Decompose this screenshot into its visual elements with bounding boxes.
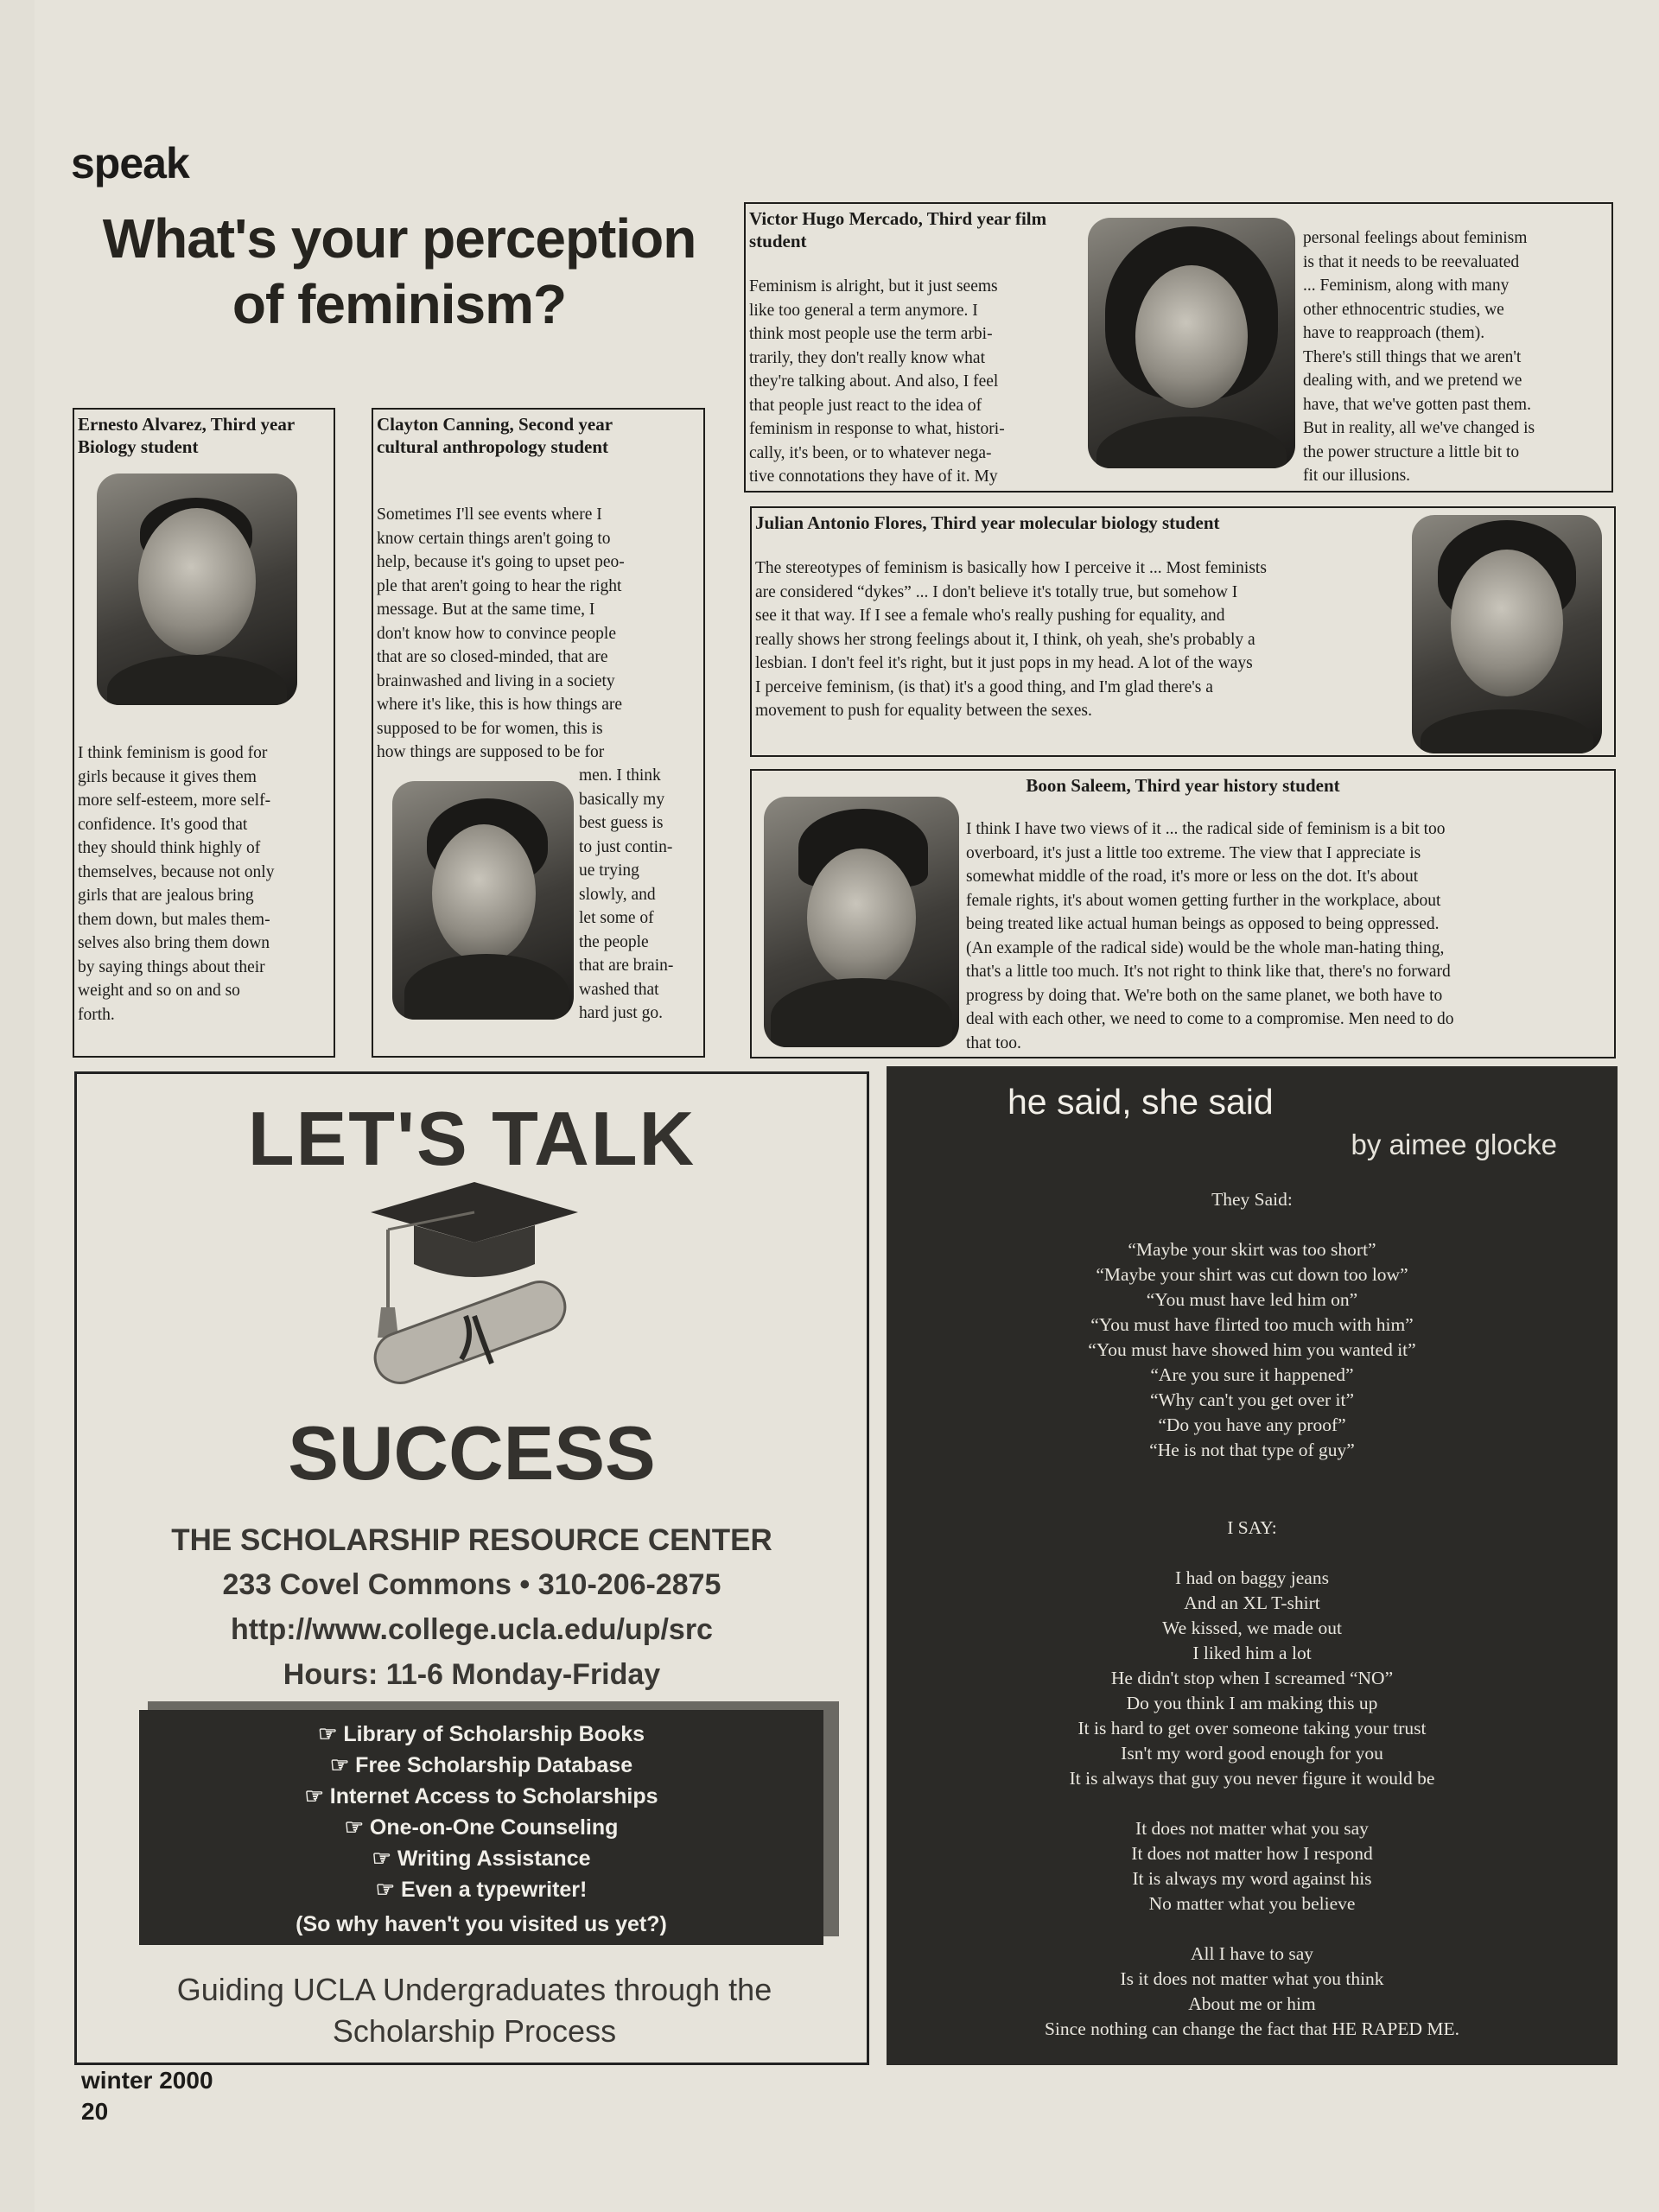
quote-line: they should think highly of xyxy=(78,839,261,857)
respondent-photo xyxy=(392,781,574,1020)
ad-feature-item: ☞ Even a typewriter! xyxy=(375,1878,588,1902)
respondent-photo xyxy=(764,797,959,1047)
respondent-quote xyxy=(377,503,702,765)
respondent-box-victor xyxy=(744,202,1613,493)
quote-line: tive connotations they have of it. My xyxy=(749,467,998,486)
poem-line xyxy=(887,1541,1618,1566)
poem-line: He didn't stop when I screamed “NO” xyxy=(1110,1668,1394,1688)
quote-line: know certain things aren't going to xyxy=(377,529,611,548)
poem-line: About me or him xyxy=(1188,1993,1316,2014)
respondent-box-boon xyxy=(750,769,1616,1058)
quote-line: basically my xyxy=(579,790,665,809)
quote-line: the people xyxy=(579,932,649,951)
quote-line: men. I think xyxy=(579,766,661,785)
quote-line: But in reality, all we've changed is xyxy=(1303,419,1535,437)
quote-line: that people just react to the idea of xyxy=(749,396,982,415)
quote-line: weight and so on and so xyxy=(78,982,240,1000)
quote-line: let some of xyxy=(579,909,654,927)
quote-line: somewhat middle of the road, it's more or less on the dot. It's about xyxy=(966,868,1419,886)
quote-line: themselves, because not only xyxy=(78,862,275,881)
ad-features-list xyxy=(139,1719,823,1905)
quote-line: girls that are jealous bring xyxy=(78,887,254,905)
poem-line: It is hard to get over someone taking your trust xyxy=(1077,1718,1427,1738)
footer-issue: winter 2000 xyxy=(81,2067,213,2094)
quote-line: female rights, it's about women getting further in the workplace, about xyxy=(966,891,1441,910)
poem-title: he said, she said xyxy=(1007,1082,1274,1122)
quote-line: deal with each other, we need to come to a compromise. Men need to do xyxy=(966,1010,1454,1028)
quote-line: they're talking about. And also, I feel xyxy=(749,372,999,391)
quote-line: selves also bring them down xyxy=(78,934,270,952)
poem-line: I had on baggy jeans xyxy=(1175,1567,1329,1588)
quote-line: (An example of the radical side) would be the whole man-hating thing, xyxy=(966,938,1445,957)
poem-line: It is always my word against his xyxy=(1132,1868,1372,1889)
quote-line: fit our illusions. xyxy=(1303,467,1411,485)
section-label: speak xyxy=(71,139,189,188)
quote-line: them down, but males them- xyxy=(78,910,270,929)
poem-line: It is always that guy you never figure it would be xyxy=(1069,1768,1435,1789)
respondent-photo xyxy=(97,474,297,705)
quote-line: that are so closed-minded, that are xyxy=(377,648,608,666)
quote-line: have, that we've gotten past them. xyxy=(1303,395,1531,414)
quote-line: ... Feminism, along with many xyxy=(1303,276,1510,295)
quote-line: see it that way. If I see a female who's really pushing for equality, and xyxy=(755,607,1225,625)
poem-line: Is it does not matter what you think xyxy=(1120,1968,1384,1989)
quote-line: cally, it's been, or to whatever nega- xyxy=(749,443,992,462)
scholarship-ad xyxy=(74,1071,869,2065)
poem-line: Do you think I am making this up xyxy=(1126,1693,1378,1713)
ad-tagline: Guiding UCLA Undergraduates through the Scholarship Process xyxy=(176,1972,772,2049)
quote-line: overboard, it's just a little too extreme. The view that I appreciate is xyxy=(966,843,1421,862)
quote-line: progress by doing that. We're both on the same planet, we both have to xyxy=(966,986,1443,1005)
respondent-quote-continued xyxy=(1303,226,1605,488)
quote-line: to just contin- xyxy=(579,837,673,856)
poem-line: Isn't my word good enough for you xyxy=(1121,1743,1383,1764)
poem-stanza xyxy=(887,1516,1618,2042)
quote-line: I perceive feminism, (is that) it's a good thing, and I'm glad there's a xyxy=(755,677,1213,696)
ad-url[interactable]: http://www.college.ucla.edu/up/src xyxy=(231,1613,713,1646)
quote-line: are considered “dykes” ... I don't believe it's totally true, but somehow I xyxy=(755,582,1238,601)
poem-line: All I have to say xyxy=(1190,1943,1314,1964)
quote-line: by saying things about their xyxy=(78,957,265,976)
ad-hours: Hours: 11-6 Monday-Friday xyxy=(283,1658,661,1691)
poem-line: Since nothing can change the fact that HE RAPED ME. xyxy=(1044,2018,1460,2039)
quote-line: There's still things that we aren't xyxy=(1303,347,1522,366)
quote-line: that too. xyxy=(966,1033,1021,1052)
quote-line: trarily, they don't really know what xyxy=(749,348,986,367)
poem-byline: by aimee glocke xyxy=(1351,1128,1557,1160)
poem-line: They Said: xyxy=(1211,1189,1293,1210)
quote-line: feminism in response to what, histori- xyxy=(749,420,1005,438)
quote-line: forth. xyxy=(78,1005,115,1024)
poem-line: “You must have led him on” xyxy=(1146,1289,1358,1310)
poem-line: We kissed, we made out xyxy=(1162,1618,1342,1638)
quote-line: ue trying xyxy=(579,861,639,880)
poem-stanza xyxy=(887,1187,1618,1463)
quote-line: dealing with, and we pretend we xyxy=(1303,372,1522,390)
respondent-name: Ernesto Alvarez, Third year Biology student xyxy=(78,414,295,457)
respondent-box-clayton xyxy=(372,408,705,1058)
quote-line: slowly, and xyxy=(579,885,656,904)
quote-line: other ethnocentric studies, we xyxy=(1303,300,1504,319)
quote-line: movement to push for equality between the sexes. xyxy=(755,702,1092,720)
respondent-name: Clayton Canning, Second year cultural anthropology student xyxy=(377,414,613,457)
respondent-quote xyxy=(749,275,1077,489)
quote-line: The stereotypes of feminism is basically how I perceive it ... Most feminists xyxy=(755,559,1267,577)
respondent-photo xyxy=(1412,515,1602,753)
respondent-name: Julian Antonio Flores, Third year molecular biology student xyxy=(755,512,1220,533)
quote-line: brainwashed and living in a society xyxy=(377,671,615,690)
respondent-quote xyxy=(966,817,1609,1055)
quote-line: confidence. It's good that xyxy=(78,815,248,834)
quote-line: that's a little too much. It's not right to think like that, there's no forward xyxy=(966,963,1451,981)
poem-line: “You must have flirted too much with him” xyxy=(1090,1314,1414,1335)
poem-line: And an XL T-shirt xyxy=(1184,1592,1320,1613)
quote-line: supposed to be for women, this is xyxy=(377,719,603,738)
quote-line: like too general a term anymore. I xyxy=(749,301,978,320)
ad-address-phone: 233 Covel Commons • 310-206-2875 xyxy=(222,1568,721,1601)
ad-feature-item: ☞ Library of Scholarship Books xyxy=(317,1722,645,1746)
quote-line: more self-esteem, more self- xyxy=(78,791,271,810)
quote-line: think most people use the term arbi- xyxy=(749,325,993,343)
quote-line: that are brain- xyxy=(579,957,674,975)
poem-line: “Do you have any proof” xyxy=(1158,1414,1346,1435)
respondent-name: Victor Hugo Mercado, Third year film student xyxy=(749,208,1047,251)
quote-line: don't know how to convince people xyxy=(377,624,616,643)
poem-line: I liked him a lot xyxy=(1192,1643,1312,1663)
respondent-name: Boon Saleem, Third year history student xyxy=(1026,775,1340,796)
quote-line: I think feminism is good for xyxy=(78,744,268,762)
respondent-quote xyxy=(755,556,1412,723)
ad-title: LET'S TALK xyxy=(247,1096,696,1181)
poem-line xyxy=(887,1791,1618,1816)
quote-line: Feminism is alright, but it just seems xyxy=(749,277,998,296)
quote-line: have to reapproach (them). xyxy=(1303,324,1485,342)
quote-line: lesbian. I don't feel it's right, but it just pops in my head. A lot of the ways xyxy=(755,654,1253,672)
ad-organization: THE SCHOLARSHIP RESOURCE CENTER xyxy=(171,1523,772,1557)
quote-line: best guess is xyxy=(579,814,664,832)
poem-line: “Maybe your shirt was cut down too low” xyxy=(1096,1264,1408,1285)
poem-line: “He is not that type of guy” xyxy=(1149,1440,1355,1460)
quote-line: how things are supposed to be for xyxy=(377,743,605,761)
ad-subtitle: SUCCESS xyxy=(288,1410,656,1496)
quote-line: help, because it's going to upset peo- xyxy=(377,553,625,571)
quote-line: personal feelings about feminism xyxy=(1303,229,1528,247)
ad-feature-item: ☞ Writing Assistance xyxy=(372,1847,591,1871)
poem-line: “You must have showed him you wanted it” xyxy=(1088,1339,1416,1360)
quote-line: ple that aren't going to hear the right xyxy=(377,576,622,595)
quote-line: being treated like actual human beings as opposed to being oppressed. xyxy=(966,915,1440,933)
quote-line: Sometimes I'll see events where I xyxy=(377,505,602,524)
page-number: 20 xyxy=(81,2098,109,2125)
quote-line: I think I have two views of it ... the radical side of feminism is a bit too xyxy=(966,820,1446,838)
quote-line: is that it needs to be reevaluated xyxy=(1303,252,1520,271)
quote-line: washed that xyxy=(579,980,659,999)
ad-feature-item: ☞ Free Scholarship Database xyxy=(329,1753,633,1777)
poem-line: “Maybe your skirt was too short” xyxy=(1128,1239,1376,1260)
respondent-quote-continued xyxy=(579,764,705,1026)
poem-panel xyxy=(887,1066,1618,2065)
graduation-cap-icon xyxy=(353,1178,595,1394)
ad-question: (So why haven't you visited us yet?) xyxy=(296,1912,667,1936)
quote-line: girls because it gives them xyxy=(78,767,257,786)
poem-line: “Why can't you get over it” xyxy=(1149,1389,1355,1410)
respondent-photo xyxy=(1088,218,1295,468)
poem-line: I SAY: xyxy=(1227,1517,1277,1538)
poem-line: “Are you sure it happened” xyxy=(1150,1364,1354,1385)
poem-line: No matter what you believe xyxy=(1148,1893,1356,1914)
poem-line: It does not matter what you say xyxy=(1135,1818,1369,1839)
ad-feature-item: ☞ One-on-One Counseling xyxy=(344,1815,619,1840)
poem-line xyxy=(887,1212,1618,1237)
quote-line: hard just go. xyxy=(579,1004,663,1022)
page-headline: What's your perception of feminism? xyxy=(102,207,696,335)
poem-line xyxy=(887,1916,1618,1942)
quote-line: message. But at the same time, I xyxy=(377,601,595,619)
quote-line: the power structure a little bit to xyxy=(1303,442,1520,461)
respondent-box-ernesto xyxy=(73,408,335,1058)
respondent-quote xyxy=(78,741,330,1027)
quote-line: really shows her strong feelings about it, I think, oh yeah, she's probably a xyxy=(755,630,1255,649)
poem-line: It does not matter how I respond xyxy=(1131,1843,1373,1864)
quote-line: where it's like, this is how things are xyxy=(377,696,623,714)
ad-feature-item: ☞ Internet Access to Scholarships xyxy=(304,1784,658,1808)
respondent-box-julian xyxy=(750,506,1616,757)
